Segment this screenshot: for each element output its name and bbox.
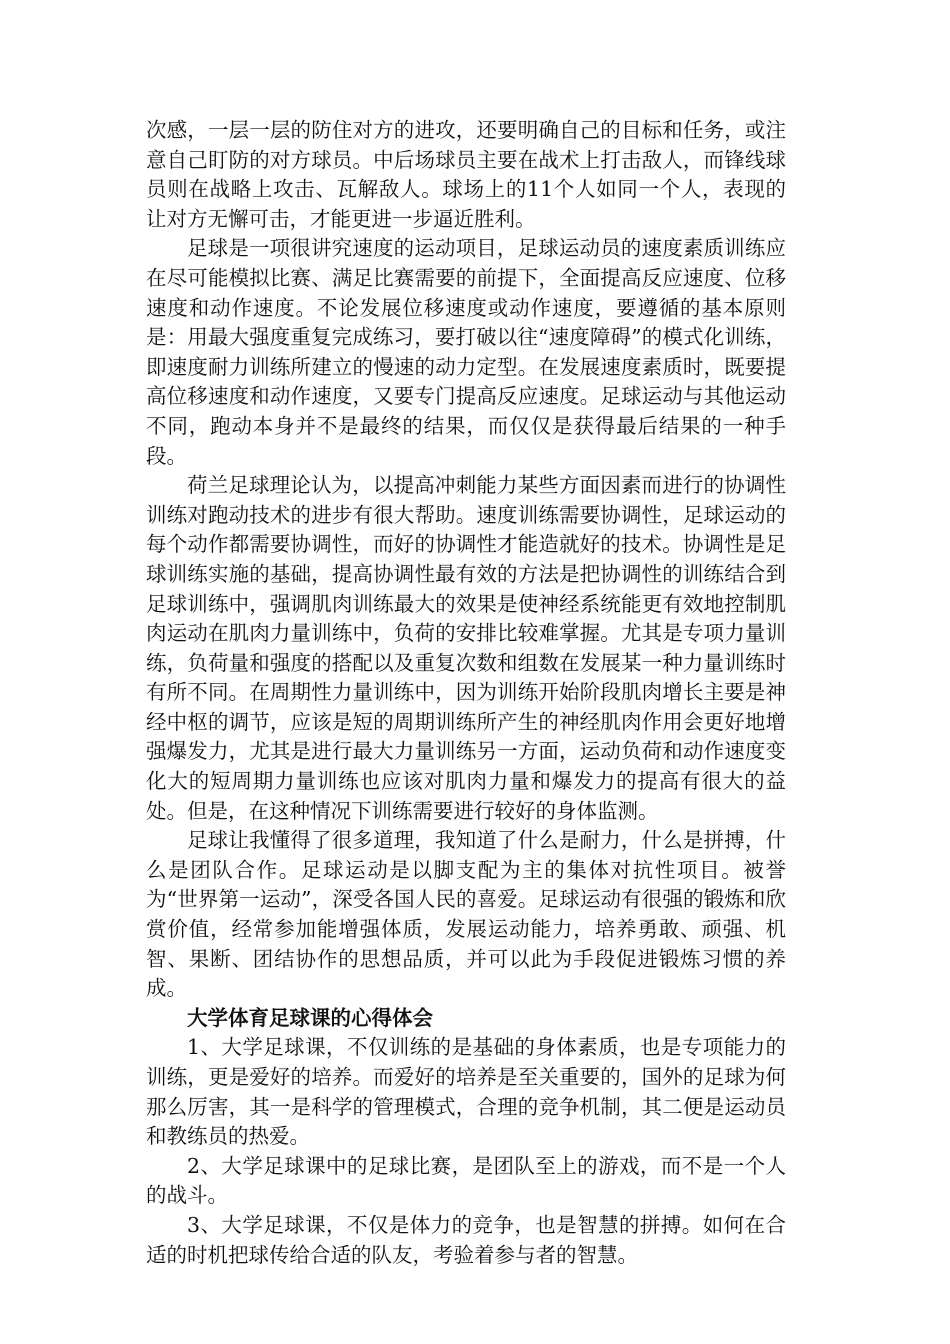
list-item: 2、大学足球课中的足球比赛，是团队至上的游戏，而不是一个人的战斗。 — [146, 1153, 786, 1208]
section-heading: 大学体育足球课的心得体会 — [187, 1005, 433, 1030]
paragraph-coordination-training: 荷兰足球理论认为，以提高冲刺能力某些方面因素而进行的协调性训练对跑动技术的进步有很大帮助。速度训练需要协调性，足球运动的每个动作都需要协调性，而好的协调性才能造就好的技术。协调性是足球训练实施的基础，提高协调性最有效的方法是把协调性的训练结合到足球训练中，强调肌肉训练最大的效果是使神经系统能更有效地控制肌肉运动在肌肉力量训练中，负荷的安排比较难掌握。尤其是专项力量训练，负荷量和强度的搭配以及重复次数和组数在发展某一种力量训练时有所不同。在周期性力量训练中，因为训练开始阶段肌肉增长主要是神经中枢的调节，应该是短的周期训练所产生的神经肌肉作用会更好地增强爆发力，尤其是进行最大力量训练另一方面，运动负荷和动作速度变化大的短周期力量训练也应该对肌肉力量和爆发力的提高有很大的益处。但是，在这种情况下训练需要进行较好的身体监测。 — [146, 473, 786, 823]
paragraph-speed-training: 足球是一项很讲究速度的运动项目，足球运动员的速度素质训练应在尽可能模拟比赛、满足比赛需要的前提下，全面提高反应速度、位移速度和动作速度。不论发展位移速度或动作速度，要遵循的基本原则是：用最大强度重复完成练习，要打破以往“速度障碍”的模式化训练，即速度耐力训练所建立的慢速的动力定型。在发展速度素质时，既要提高位移速度和动作速度，又要专门提高反应速度。足球运动与其他运动不同，跑动本身并不是最终的结果，而仅仅是获得最后结果的一种手段。 — [146, 236, 786, 468]
list-item: 3、大学足球课，不仅是体力的竞争，也是智慧的拼搏。如何在合适的时机把球传给合适的队友，考验着参与者的智慧。 — [146, 1212, 786, 1267]
paragraph-continuation: 次感，一层一层的防住对方的进攻，还要明确自己的目标和任务，或注意自己盯防的对方球员。中后场球员主要在战术上打击敌人，而锋线球员则在战略上攻击、瓦解敌人。球场上的11个人如同一个人，表现的让对方无懈可击，才能更进一步逼近胜利。 — [146, 118, 786, 231]
paragraph-football-lessons: 足球让我懂得了很多道理，我知道了什么是耐力，什么是拼搏，什么是团队合作。足球运动是以脚支配为主的集体对抗性项目。被誉为“世界第一运动”，深受各国人民的喜爱。足球运动有很强的锻炼和欣赏价值，经常参加能增强体质，发展运动能力，培养勇敢、顽强、机智、果断、团结协作的思想品质，并可以此为手段促进锻炼习惯的养成。 — [146, 828, 786, 1001]
list-item: 1、大学足球课，不仅训练的是基础的身体素质，也是专项能力的训练，更是爱好的培养。而爱好的培养是至关重要的，国外的足球为何那么厉害，其一是科学的管理模式，合理的竞争机制，其二便是运动员和教练员的热爱。 — [146, 1035, 786, 1149]
document-body — [146, 116, 786, 1270]
